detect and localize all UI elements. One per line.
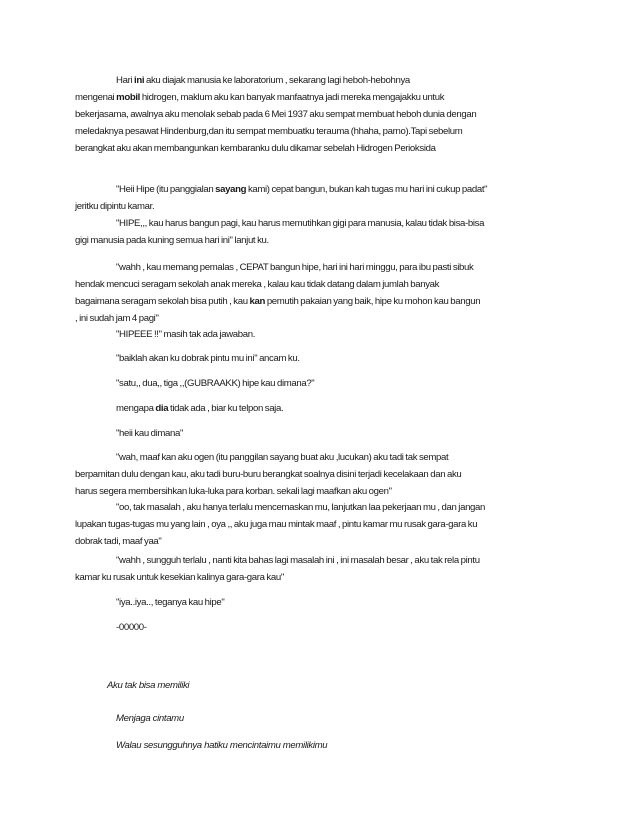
- paragraph: [75, 425, 567, 442]
- text-run: "wah, maaf kan aku ogen (itu panggilan sayang buat aku ,lucukan) aku tadi tak sempat: [116, 452, 449, 463]
- text-line: [75, 215, 567, 232]
- text-run: "wahh , sungguh terlalu , nanti kita bahas lagi masalah ini , ini masalah besar , aku tak rela pintu: [116, 555, 480, 566]
- paragraph: [75, 375, 567, 392]
- text-run: "HIPE,,, kau harus bangun pagi, kau harus memutihkan gigi para manusia, kalau tidak bisa-bisa: [116, 218, 485, 229]
- text-line: [75, 140, 567, 157]
- text-line: [75, 466, 567, 483]
- text-run: "HIPEEE !!" masih tak ada jawaban.: [116, 329, 256, 340]
- paragraph: [75, 499, 567, 550]
- text-line: [75, 569, 567, 586]
- text-line: [75, 123, 567, 140]
- text-run: harus segera membersihkan luka-luka para korban. sekali lagi maafkan aku ogen": [75, 486, 392, 497]
- text-run: meledaknya pesawat Hindenburg,dan itu sempat membuatku terauma (hhaha, parno).Tapi sebelum: [75, 126, 463, 137]
- text-run: aku diajak manusia ke laboratorium , sekarang lagi heboh-hebohnya: [144, 75, 410, 86]
- bold-text-run: ini: [134, 75, 145, 86]
- text-run: hendak mencuci seragam sekolah anak mereka , kalau kau tidak datang dalam jumlah banyak: [75, 279, 440, 290]
- text-line: [75, 516, 567, 533]
- text-line: [75, 594, 567, 611]
- text-line: [75, 552, 567, 569]
- text-line: [75, 533, 567, 550]
- text-run: dobrak tadi, maaf yaa": [75, 536, 162, 547]
- poem-line: Aku tak bisa memiliki: [107, 680, 190, 691]
- text-line: [75, 181, 567, 198]
- paragraph: [75, 400, 567, 417]
- text-run: gigi manusia pada kuning semua hari ini" lanjut ku.: [75, 235, 269, 246]
- paragraph: [75, 350, 567, 367]
- text-run: "heii kau dimana": [116, 428, 184, 439]
- text-line: [75, 350, 567, 367]
- text-run: Hari: [116, 75, 135, 86]
- text-line: [75, 310, 567, 327]
- text-run: tidak ada , biar ku telpon saja.: [168, 403, 284, 414]
- paragraph: [75, 72, 567, 157]
- text-line: [75, 89, 567, 106]
- text-run: "satu,, dua,, tiga ,,(GUBRAAKK) hipe kau dimana?": [116, 378, 315, 389]
- text-run: "wahh , kau memang pemalas , CEPAT bangun hipe, hari ini hari minggu, para ibu pasti sibuk: [116, 262, 474, 273]
- paragraph: [75, 449, 567, 500]
- text-line: [75, 259, 567, 276]
- bold-text-run: dia: [155, 403, 169, 414]
- bold-text-run: sayang: [215, 184, 247, 195]
- text-run: "iya..iya.., teganya kau hipe": [116, 597, 225, 608]
- text-run: bagaimana seragam sekolah bisa putih , kau: [75, 296, 250, 307]
- text-line: [75, 499, 567, 516]
- paragraph: [75, 215, 567, 249]
- bold-text-run: mobil: [116, 92, 140, 103]
- text-run: "oo, tak masalah , aku hanya terlalu mencemaskan mu, lanjutkan laa pekerjaan mu , dan jangan: [116, 502, 486, 513]
- text-run: hidrogen, maklum aku kan banyak manfaatnya jadi mereka mengajakku untuk: [140, 92, 445, 103]
- paragraph: [75, 552, 567, 586]
- paragraph: [75, 326, 567, 343]
- text-line: [75, 449, 567, 466]
- paragraph: [75, 259, 567, 327]
- text-line: [75, 619, 567, 636]
- text-run: kami) cepat bangun, bukan kah tugas mu hari ini cukup padat": [246, 184, 488, 195]
- text-run: berangkat aku akan membangunkan kembaranku dulu dikamar sebelah Hidrogen Perioksida: [75, 143, 436, 154]
- paragraph: [75, 619, 567, 636]
- bold-text-run: kan: [249, 296, 265, 307]
- text-line: [75, 483, 567, 500]
- text-line: [75, 293, 567, 310]
- text-run: "baiklah akan ku dobrak pintu mu ini" ancam ku.: [116, 353, 300, 364]
- text-run: lupakan tugas-tugas mu yang lain , oya ,, aku juga mau mintak maaf , pintu kamar mu rusak gara-gara ku: [75, 519, 478, 530]
- text-line: [75, 375, 567, 392]
- poem-line: Menjaga cintamu: [116, 713, 184, 724]
- text-run: mengenai: [75, 92, 117, 103]
- text-run: bekerjasama, awalnya aku menolak sebab pada 6 Mei 1937 aku sempat membuat heboh dunia dengan: [75, 109, 477, 120]
- text-run: -00000-: [116, 622, 147, 633]
- text-line: [75, 106, 567, 123]
- text-run: jeritku dipintu kamar.: [75, 201, 155, 212]
- text-run: kamar ku rusak untuk kesekian kalinya gara-gara kau": [75, 572, 284, 583]
- text-line: [75, 198, 567, 215]
- text-line: [75, 276, 567, 293]
- text-run: "Heii Hipe (itu panggialan: [116, 184, 216, 195]
- text-run: pemutih pakaian yang baik, hipe ku mohon kau bangun: [265, 296, 481, 307]
- text-line: [75, 326, 567, 343]
- text-line: [75, 400, 567, 417]
- text-line: [75, 72, 567, 89]
- poem-line: Walau sesungguhnya hatiku mencintaimu memilikimu: [116, 740, 328, 751]
- text-line: [75, 425, 567, 442]
- text-run: , ini sudah jam 4 pagi": [75, 313, 159, 324]
- text-line: [75, 232, 567, 249]
- paragraph: [75, 594, 567, 611]
- text-run: mengapa: [116, 403, 156, 414]
- text-run: berpamitan dulu dengan kau, aku tadi buru-buru berangkat soalnya disini terjadi kecelakaan dan aku: [75, 469, 462, 480]
- paragraph: [75, 181, 567, 215]
